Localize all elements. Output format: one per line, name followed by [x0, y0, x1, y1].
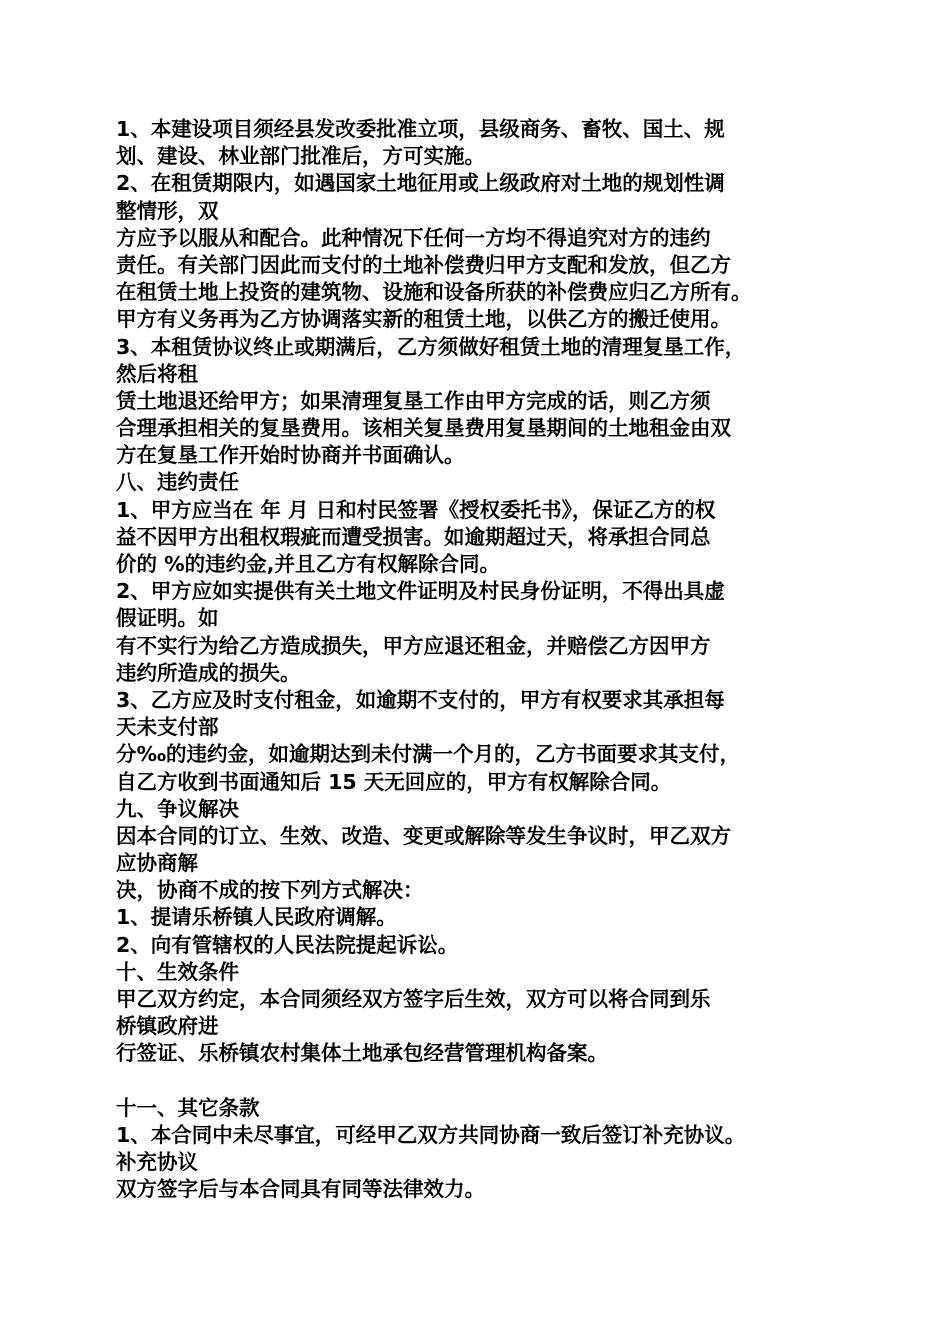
text-line: 责任。有关部门因此而支付的土地补偿费归甲方支配和发放，但乙方: [116, 252, 731, 277]
text-line: 1、提请乐桥镇人民政府调解。: [116, 905, 397, 930]
text-line: 补充协议: [116, 1150, 198, 1175]
text-line: 然后将租: [116, 361, 198, 386]
section-heading: 十、生效条件: [116, 959, 239, 984]
text-line: 整情形，双: [116, 198, 219, 223]
text-line: 甲乙双方约定，本合同须经双方签字后生效，双方可以将合同到乐: [116, 987, 711, 1011]
text-line: 合理承担相关的复垦费用。该相关复垦费用复垦期间的土地租金由双: [116, 416, 731, 441]
text-line: 划、建设、林业部门批准后，方可实施。: [116, 144, 485, 169]
text-line: 决，协商不成的按下列方式解决：: [116, 878, 424, 903]
text-line: 益不因甲方出租权瑕疵而遭受损害。如逾期超过天，将承担合同总: [116, 524, 711, 549]
text-line: 双方签字后与本合同具有同等法律效力。: [116, 1177, 485, 1202]
text-line: 方应予以服从和配合。此种情况下任何一方均不得追究对方的违约: [116, 225, 711, 250]
text-line: 分‰的违约金，如逾期达到未付满一个月的，乙方书面要求其支付，: [116, 742, 741, 767]
text-line: 天未支付部: [116, 715, 219, 740]
text-line: 方在复垦工作开始时协商并书面确认。: [116, 443, 465, 468]
document-body: [116, 116, 846, 1204]
text-line: 自乙方收到书面通知后 15 天无回应的，甲方有权解除合同。: [116, 769, 672, 794]
text-line: 1、本合同中未尽事宜，可经甲乙双方共同协商一致后签订补充协议。: [116, 1122, 746, 1147]
text-line: 假证明。如: [116, 606, 219, 631]
text-line: 违约所造成的损失。: [116, 660, 301, 685]
text-line: 桥镇政府进: [116, 1014, 219, 1039]
text-line: 2、在租赁期限内，如遇国家土地征用或上级政府对土地的规划性调: [116, 171, 725, 196]
text-line: 3、本租赁协议终止或期满后，乙方须做好租赁土地的清理复垦工作，: [116, 334, 746, 359]
text-line: 价的 %的违约金,并且乙方有权解除合同。: [116, 552, 500, 576]
text-line: 行签证、乐桥镇农村集体土地承包经营管理机构备案。: [116, 1041, 608, 1066]
text-line: 3、乙方应及时支付租金，如逾期不支付的，甲方有权要求其承担每: [116, 687, 725, 712]
text-line: 有不实行为给乙方造成损失，甲方应退还租金，并赔偿乙方因甲方: [116, 633, 711, 658]
text-line: 2、向有管辖权的人民法院提起诉讼。: [116, 932, 459, 957]
text-line: 在租赁土地上投资的建筑物、设施和设备所获的补偿费应归乙方所有。: [116, 280, 752, 305]
text-line: 1、甲方应当在 年 月 日和村民签署《授权委托书》，保证乙方的权: [116, 497, 716, 522]
text-line: 因本合同的订立、生效、改造、变更或解除等发生争议时，甲乙双方: [116, 823, 731, 848]
section-heading: 十一、其它条款: [116, 1095, 260, 1120]
text-line: 2、甲方应如实提供有关土地文件证明及村民身份证明，不得出具虚: [116, 579, 725, 604]
text-line: 甲方有义务再为乙方协调落实新的租赁土地，以供乙方的搬迁使用。: [116, 307, 731, 332]
section-heading: 九、争议解决: [116, 796, 239, 821]
text-line: 应协商解: [116, 851, 198, 876]
blank-line: [116, 1068, 846, 1095]
section-heading: 八、违约责任: [116, 470, 239, 495]
text-line: 1、本建设项目须经县发改委批准立项，县级商务、畜牧、国土、规: [116, 117, 725, 141]
text-line: 赁土地退还给甲方；如果清理复垦工作由甲方完成的话，则乙方须: [116, 388, 711, 413]
